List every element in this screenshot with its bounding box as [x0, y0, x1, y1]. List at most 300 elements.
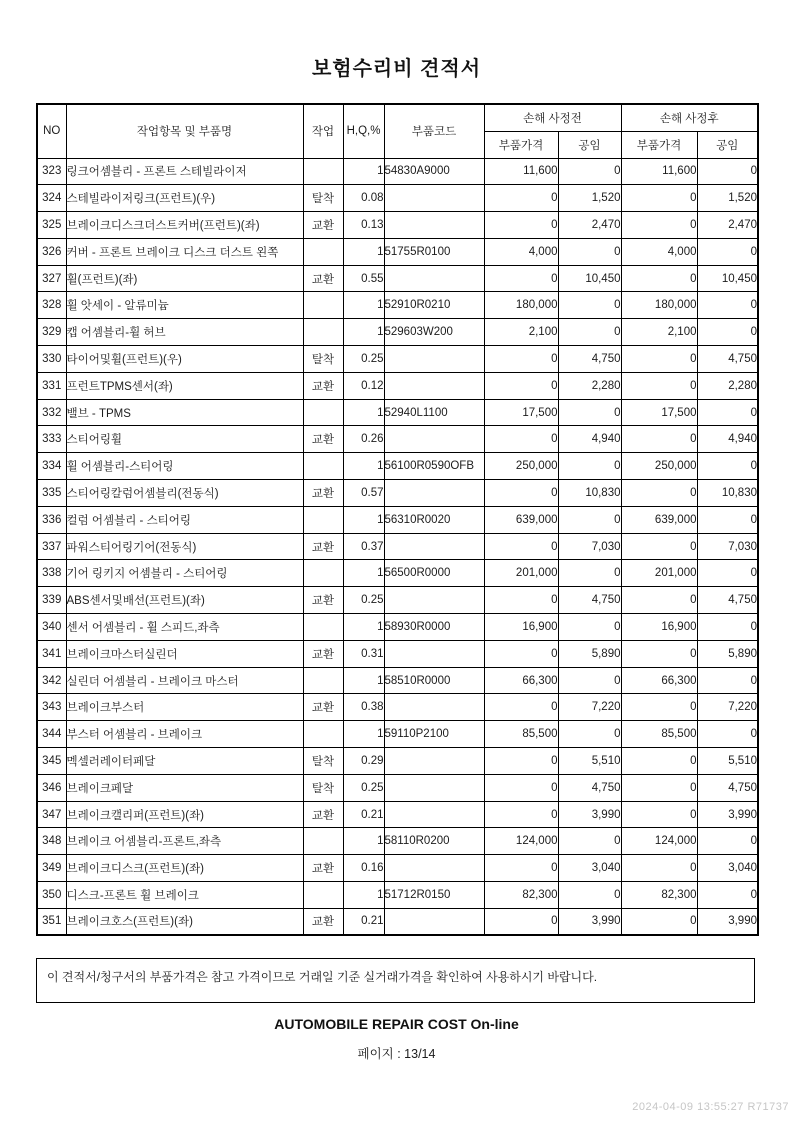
cell-hq: 0.57: [343, 480, 384, 507]
cell-no: 334: [37, 453, 66, 480]
cell-item: 스티어링휠: [66, 426, 303, 453]
cell-labor-after: 3,990: [697, 908, 758, 935]
cell-no: 328: [37, 292, 66, 319]
cell-labor-after: 4,750: [697, 587, 758, 614]
cell-hq: 0.08: [343, 185, 384, 212]
cell-hq: 1: [343, 721, 384, 748]
cell-work: [303, 721, 343, 748]
cell-item: 파워스티어링기어(전동식): [66, 533, 303, 560]
cell-price-after: 0: [621, 480, 697, 507]
cell-item: 캡 어셈블리-휠 허브: [66, 319, 303, 346]
cell-labor-after: 3,040: [697, 855, 758, 882]
cell-no: 344: [37, 721, 66, 748]
cell-no: 341: [37, 640, 66, 667]
cell-hq: 1: [343, 828, 384, 855]
table-row: [37, 855, 758, 882]
cell-labor-after: 1,520: [697, 185, 758, 212]
table-row: [37, 721, 758, 748]
cell-work: 탈착: [303, 185, 343, 212]
cell-part-code: [384, 774, 484, 801]
cell-price-after: 85,500: [621, 721, 697, 748]
cell-hq: 1: [343, 506, 384, 533]
cell-price-after: 0: [621, 265, 697, 292]
cell-price-after: 2,100: [621, 319, 697, 346]
cell-labor-after: 0: [697, 667, 758, 694]
cell-price-before: 0: [484, 533, 558, 560]
cell-item: 휠 어셈블리-스티어링: [66, 453, 303, 480]
cell-part-code: [384, 640, 484, 667]
cell-price-before: 0: [484, 587, 558, 614]
header-after-assessment: 손해 사정후: [621, 104, 758, 131]
cell-work: 교환: [303, 801, 343, 828]
cell-part-code: [384, 694, 484, 721]
cell-no: 335: [37, 480, 66, 507]
table-row: [37, 506, 758, 533]
cell-item: 타이어및휠(프런트)(우): [66, 346, 303, 373]
cell-hq: 0.25: [343, 346, 384, 373]
cell-no: 342: [37, 667, 66, 694]
header-labor-after: 공임: [697, 131, 758, 158]
cell-work: [303, 292, 343, 319]
table-row: [37, 238, 758, 265]
cell-price-after: 0: [621, 774, 697, 801]
cell-item: 부스터 어셈블리 - 브레이크: [66, 721, 303, 748]
cell-labor-after: 0: [697, 614, 758, 641]
cell-hq: 0.29: [343, 748, 384, 775]
cell-price-after: 639,000: [621, 506, 697, 533]
cell-hq: 0.25: [343, 587, 384, 614]
cell-price-after: 16,900: [621, 614, 697, 641]
cell-labor-before: 0: [558, 319, 621, 346]
cell-hq: 0.26: [343, 426, 384, 453]
table-row: [37, 882, 758, 909]
cell-no: 346: [37, 774, 66, 801]
cell-item: 스티어링칼럼어셈블리(전동식): [66, 480, 303, 507]
cell-hq: 1: [343, 614, 384, 641]
cell-work: [303, 560, 343, 587]
cell-item: 휠(프런트)(좌): [66, 265, 303, 292]
table-row: [37, 480, 758, 507]
cell-labor-before: 3,040: [558, 855, 621, 882]
cell-labor-after: 4,750: [697, 346, 758, 373]
cell-work: [303, 319, 343, 346]
cell-labor-before: 2,280: [558, 372, 621, 399]
cell-hq: 0.21: [343, 908, 384, 935]
cell-labor-before: 4,750: [558, 774, 621, 801]
cell-hq: 0.38: [343, 694, 384, 721]
cell-price-before: 66,300: [484, 667, 558, 694]
cell-item: 센서 어셈블리 - 휠 스피드,좌측: [66, 614, 303, 641]
cell-price-after: 0: [621, 801, 697, 828]
cell-price-after: 4,000: [621, 238, 697, 265]
table-row: [37, 158, 758, 185]
cell-price-before: 180,000: [484, 292, 558, 319]
cell-price-after: 82,300: [621, 882, 697, 909]
cell-price-after: 201,000: [621, 560, 697, 587]
cell-price-before: 0: [484, 908, 558, 935]
cell-item: 브레이크부스터: [66, 694, 303, 721]
cell-item: 밸브 - TPMS: [66, 399, 303, 426]
table-row: [37, 292, 758, 319]
cell-price-before: 16,900: [484, 614, 558, 641]
cell-labor-after: 10,830: [697, 480, 758, 507]
cell-hq: 0.12: [343, 372, 384, 399]
cell-work: 교환: [303, 372, 343, 399]
cell-price-after: 0: [621, 346, 697, 373]
cell-labor-before: 5,890: [558, 640, 621, 667]
cell-part-code: 58510R0000: [384, 667, 484, 694]
cell-hq: 1: [343, 667, 384, 694]
cell-no: 343: [37, 694, 66, 721]
cell-work: 교환: [303, 533, 343, 560]
cell-labor-after: 0: [697, 721, 758, 748]
cell-labor-after: 0: [697, 560, 758, 587]
table-row: [37, 265, 758, 292]
cell-labor-after: 0: [697, 453, 758, 480]
cell-price-before: 4,000: [484, 238, 558, 265]
cell-hq: 1: [343, 882, 384, 909]
cell-price-after: 0: [621, 748, 697, 775]
cell-no: 345: [37, 748, 66, 775]
cell-no: 336: [37, 506, 66, 533]
cell-no: 349: [37, 855, 66, 882]
cell-work: 탈착: [303, 774, 343, 801]
cell-price-after: 0: [621, 855, 697, 882]
cell-price-before: 0: [484, 855, 558, 882]
cell-price-before: 0: [484, 212, 558, 239]
cell-hq: 0.25: [343, 774, 384, 801]
cell-item: 기어 링키지 어셈블리 - 스티어링: [66, 560, 303, 587]
cell-part-code: [384, 748, 484, 775]
header-labor-before: 공임: [558, 131, 621, 158]
cell-labor-before: 4,940: [558, 426, 621, 453]
cell-no: 347: [37, 801, 66, 828]
cell-price-before: 0: [484, 185, 558, 212]
cell-labor-after: 2,470: [697, 212, 758, 239]
cell-item: 멕셀러레이터페달: [66, 748, 303, 775]
cell-part-code: 52910R0210: [384, 292, 484, 319]
cell-no: 325: [37, 212, 66, 239]
cell-price-before: 85,500: [484, 721, 558, 748]
cell-price-after: 0: [621, 533, 697, 560]
cell-price-before: 0: [484, 265, 558, 292]
cell-work: 교환: [303, 426, 343, 453]
cell-labor-after: 4,750: [697, 774, 758, 801]
print-timestamp: 2024-04-09 13:55:27 R71737: [632, 1101, 789, 1113]
cell-item: 실린더 어셈블리 - 브레이크 마스터: [66, 667, 303, 694]
table-row: [37, 694, 758, 721]
cell-price-after: 0: [621, 212, 697, 239]
cell-part-code: 59110P2100: [384, 721, 484, 748]
cell-work: 탈착: [303, 346, 343, 373]
table-row: [37, 399, 758, 426]
cell-hq: 1: [343, 453, 384, 480]
cell-part-code: 51712R0150: [384, 882, 484, 909]
cell-part-code: [384, 265, 484, 292]
cell-price-after: 0: [621, 694, 697, 721]
cell-price-before: 2,100: [484, 319, 558, 346]
cell-price-before: 0: [484, 480, 558, 507]
page-title: 보험수리비 견적서: [311, 58, 482, 80]
cell-part-code: [384, 346, 484, 373]
cell-hq: 1: [343, 238, 384, 265]
cell-labor-before: 2,470: [558, 212, 621, 239]
cell-price-after: 17,500: [621, 399, 697, 426]
cell-item: 브레이크디스크더스트커버(프런트)(좌): [66, 212, 303, 239]
cell-part-code: 54830A9000: [384, 158, 484, 185]
cell-price-before: 0: [484, 801, 558, 828]
cell-price-before: 201,000: [484, 560, 558, 587]
cell-hq: 1: [343, 292, 384, 319]
cell-labor-before: 0: [558, 399, 621, 426]
cell-no: 337: [37, 533, 66, 560]
cell-labor-before: 0: [558, 292, 621, 319]
cell-hq: 0.31: [343, 640, 384, 667]
cell-hq: 0.55: [343, 265, 384, 292]
cell-price-before: 250,000: [484, 453, 558, 480]
cell-hq: 0.13: [343, 212, 384, 239]
estimate-table: [36, 103, 759, 936]
cell-price-after: 66,300: [621, 667, 697, 694]
cell-labor-after: 2,280: [697, 372, 758, 399]
cell-work: [303, 828, 343, 855]
cell-no: 339: [37, 587, 66, 614]
cell-labor-after: 0: [697, 158, 758, 185]
header-no: NO: [37, 104, 66, 158]
cell-labor-before: 0: [558, 614, 621, 641]
cell-labor-before: 10,830: [558, 480, 621, 507]
cell-part-code: [384, 185, 484, 212]
table-row: [37, 908, 758, 935]
cell-hq: 0.16: [343, 855, 384, 882]
header-part-price-before: 부품가격: [484, 131, 558, 158]
cell-hq: 1: [343, 560, 384, 587]
cell-work: 탈착: [303, 748, 343, 775]
cell-price-after: 250,000: [621, 453, 697, 480]
cell-price-after: 180,000: [621, 292, 697, 319]
cell-price-after: 0: [621, 426, 697, 453]
cell-price-before: 0: [484, 774, 558, 801]
cell-labor-before: 0: [558, 828, 621, 855]
cell-work: 교환: [303, 587, 343, 614]
table-row: [37, 640, 758, 667]
table-row: [37, 346, 758, 373]
cell-labor-after: 0: [697, 319, 758, 346]
cell-no: 323: [37, 158, 66, 185]
cell-price-before: 0: [484, 748, 558, 775]
cell-price-before: 11,600: [484, 158, 558, 185]
cell-item: 브레이크캘리퍼(프런트)(좌): [66, 801, 303, 828]
table-row: [37, 185, 758, 212]
cell-work: 교환: [303, 908, 343, 935]
table-row: [37, 801, 758, 828]
cell-work: [303, 399, 343, 426]
cell-work: 교환: [303, 694, 343, 721]
cell-part-code: 529603W200: [384, 319, 484, 346]
cell-price-after: 0: [621, 908, 697, 935]
cell-labor-after: 0: [697, 882, 758, 909]
cell-part-code: [384, 533, 484, 560]
cell-price-after: 0: [621, 640, 697, 667]
cell-labor-after: 0: [697, 292, 758, 319]
table-row: [37, 372, 758, 399]
cell-part-code: [384, 212, 484, 239]
table-row: [37, 212, 758, 239]
table-row: [37, 667, 758, 694]
cell-price-before: 0: [484, 426, 558, 453]
cell-part-code: [384, 801, 484, 828]
header-item: 작업항목 및 부품명: [66, 104, 303, 158]
cell-part-code: 56100R0590OFB: [384, 453, 484, 480]
cell-no: 340: [37, 614, 66, 641]
cell-labor-before: 0: [558, 453, 621, 480]
cell-part-code: 58110R0200: [384, 828, 484, 855]
cell-hq: 0.37: [343, 533, 384, 560]
cell-part-code: 52940L1100: [384, 399, 484, 426]
cell-labor-after: 7,030: [697, 533, 758, 560]
cell-item: 브레이크호스(프런트)(좌): [66, 908, 303, 935]
cell-labor-after: 0: [697, 238, 758, 265]
table-row: [37, 319, 758, 346]
header-part-code: 부품코드: [384, 104, 484, 158]
table-row: [37, 748, 758, 775]
cell-work: 교환: [303, 640, 343, 667]
cell-item: 브레이크 어셈블리-프론트,좌측: [66, 828, 303, 855]
cell-item: 커버 - 프론트 브레이크 디스크 더스트 왼쪽: [66, 238, 303, 265]
cell-part-code: [384, 426, 484, 453]
cell-price-before: 0: [484, 346, 558, 373]
cell-price-before: 17,500: [484, 399, 558, 426]
table-row: [37, 533, 758, 560]
cell-labor-before: 0: [558, 506, 621, 533]
cell-price-after: 0: [621, 372, 697, 399]
cell-price-before: 82,300: [484, 882, 558, 909]
cell-labor-after: 5,890: [697, 640, 758, 667]
cell-labor-before: 0: [558, 158, 621, 185]
cell-labor-before: 4,750: [558, 587, 621, 614]
cell-labor-before: 0: [558, 882, 621, 909]
table-row: [37, 587, 758, 614]
notice-text: 이 견적서/청구서의 부품가격은 참고 가격이므로 거래일 기준 실거래가격을 확인하여 사용하시기 바랍니다.: [47, 970, 598, 984]
cell-no: 333: [37, 426, 66, 453]
cell-work: [303, 158, 343, 185]
cell-labor-before: 3,990: [558, 908, 621, 935]
cell-labor-before: 7,030: [558, 533, 621, 560]
cell-labor-before: 1,520: [558, 185, 621, 212]
table-row: [37, 828, 758, 855]
cell-price-after: 124,000: [621, 828, 697, 855]
cell-part-code: 56500R0000: [384, 560, 484, 587]
cell-labor-after: 0: [697, 399, 758, 426]
cell-item: 컬럼 어셈블리 - 스티어링: [66, 506, 303, 533]
cell-price-after: 0: [621, 185, 697, 212]
cell-part-code: 56310R0020: [384, 506, 484, 533]
cell-labor-after: 7,220: [697, 694, 758, 721]
cell-hq: 1: [343, 399, 384, 426]
notice-box: [36, 958, 755, 1003]
cell-work: [303, 453, 343, 480]
cell-item: 프런트TPMS센서(좌): [66, 372, 303, 399]
table-row: [37, 453, 758, 480]
cell-labor-after: 0: [697, 828, 758, 855]
cell-item: 브레이크페달: [66, 774, 303, 801]
cell-labor-before: 0: [558, 721, 621, 748]
header-part-price-after: 부품가격: [621, 131, 697, 158]
cell-price-after: 0: [621, 587, 697, 614]
cell-labor-after: 10,450: [697, 265, 758, 292]
table-row: [37, 774, 758, 801]
cell-hq: 1: [343, 158, 384, 185]
cell-price-before: 124,000: [484, 828, 558, 855]
table-row: [37, 614, 758, 641]
cell-hq: 0.21: [343, 801, 384, 828]
cell-labor-before: 0: [558, 560, 621, 587]
cell-labor-after: 0: [697, 506, 758, 533]
cell-no: 332: [37, 399, 66, 426]
cell-work: [303, 614, 343, 641]
cell-labor-after: 5,510: [697, 748, 758, 775]
cell-labor-before: 4,750: [558, 346, 621, 373]
cell-item: 브레이크디스크(프런트)(좌): [66, 855, 303, 882]
cell-no: 329: [37, 319, 66, 346]
table-body: [37, 158, 758, 935]
cell-price-before: 639,000: [484, 506, 558, 533]
cell-labor-after: 4,940: [697, 426, 758, 453]
cell-part-code: [384, 372, 484, 399]
cell-no: 351: [37, 908, 66, 935]
cell-no: 338: [37, 560, 66, 587]
cell-part-code: 58930R0000: [384, 614, 484, 641]
cell-labor-before: 0: [558, 667, 621, 694]
cell-part-code: [384, 908, 484, 935]
cell-part-code: [384, 855, 484, 882]
table-row: [37, 560, 758, 587]
cell-labor-after: 3,990: [697, 801, 758, 828]
cell-part-code: 51755R0100: [384, 238, 484, 265]
cell-price-before: 0: [484, 640, 558, 667]
table-header: [37, 104, 758, 158]
cell-no: 350: [37, 882, 66, 909]
cell-labor-before: 5,510: [558, 748, 621, 775]
cell-item: ABS센서및배선(프런트)(좌): [66, 587, 303, 614]
cell-work: 교환: [303, 212, 343, 239]
cell-labor-before: 0: [558, 238, 621, 265]
table-row: [37, 426, 758, 453]
cell-work: [303, 667, 343, 694]
cell-work: [303, 506, 343, 533]
cell-item: 디스크-프론트 휠 브레이크: [66, 882, 303, 909]
cell-price-before: 0: [484, 372, 558, 399]
cell-no: 326: [37, 238, 66, 265]
cell-part-code: [384, 587, 484, 614]
cell-labor-before: 7,220: [558, 694, 621, 721]
cell-no: 324: [37, 185, 66, 212]
cell-no: 348: [37, 828, 66, 855]
cell-price-before: 0: [484, 694, 558, 721]
cell-work: 교환: [303, 265, 343, 292]
cell-no: 331: [37, 372, 66, 399]
cell-work: [303, 882, 343, 909]
cell-work: [303, 238, 343, 265]
cell-item: 브레이크마스터실린더: [66, 640, 303, 667]
cell-item: 링크어셈블리 - 프론트 스테빌라이저: [66, 158, 303, 185]
cell-item: 스테빌라이저링크(프런트)(우): [66, 185, 303, 212]
cell-labor-before: 10,450: [558, 265, 621, 292]
cell-labor-before: 3,990: [558, 801, 621, 828]
brand-title: AUTOMOBILE REPAIR COST On-line: [274, 1016, 519, 1032]
cell-work: 교환: [303, 480, 343, 507]
cell-part-code: [384, 480, 484, 507]
